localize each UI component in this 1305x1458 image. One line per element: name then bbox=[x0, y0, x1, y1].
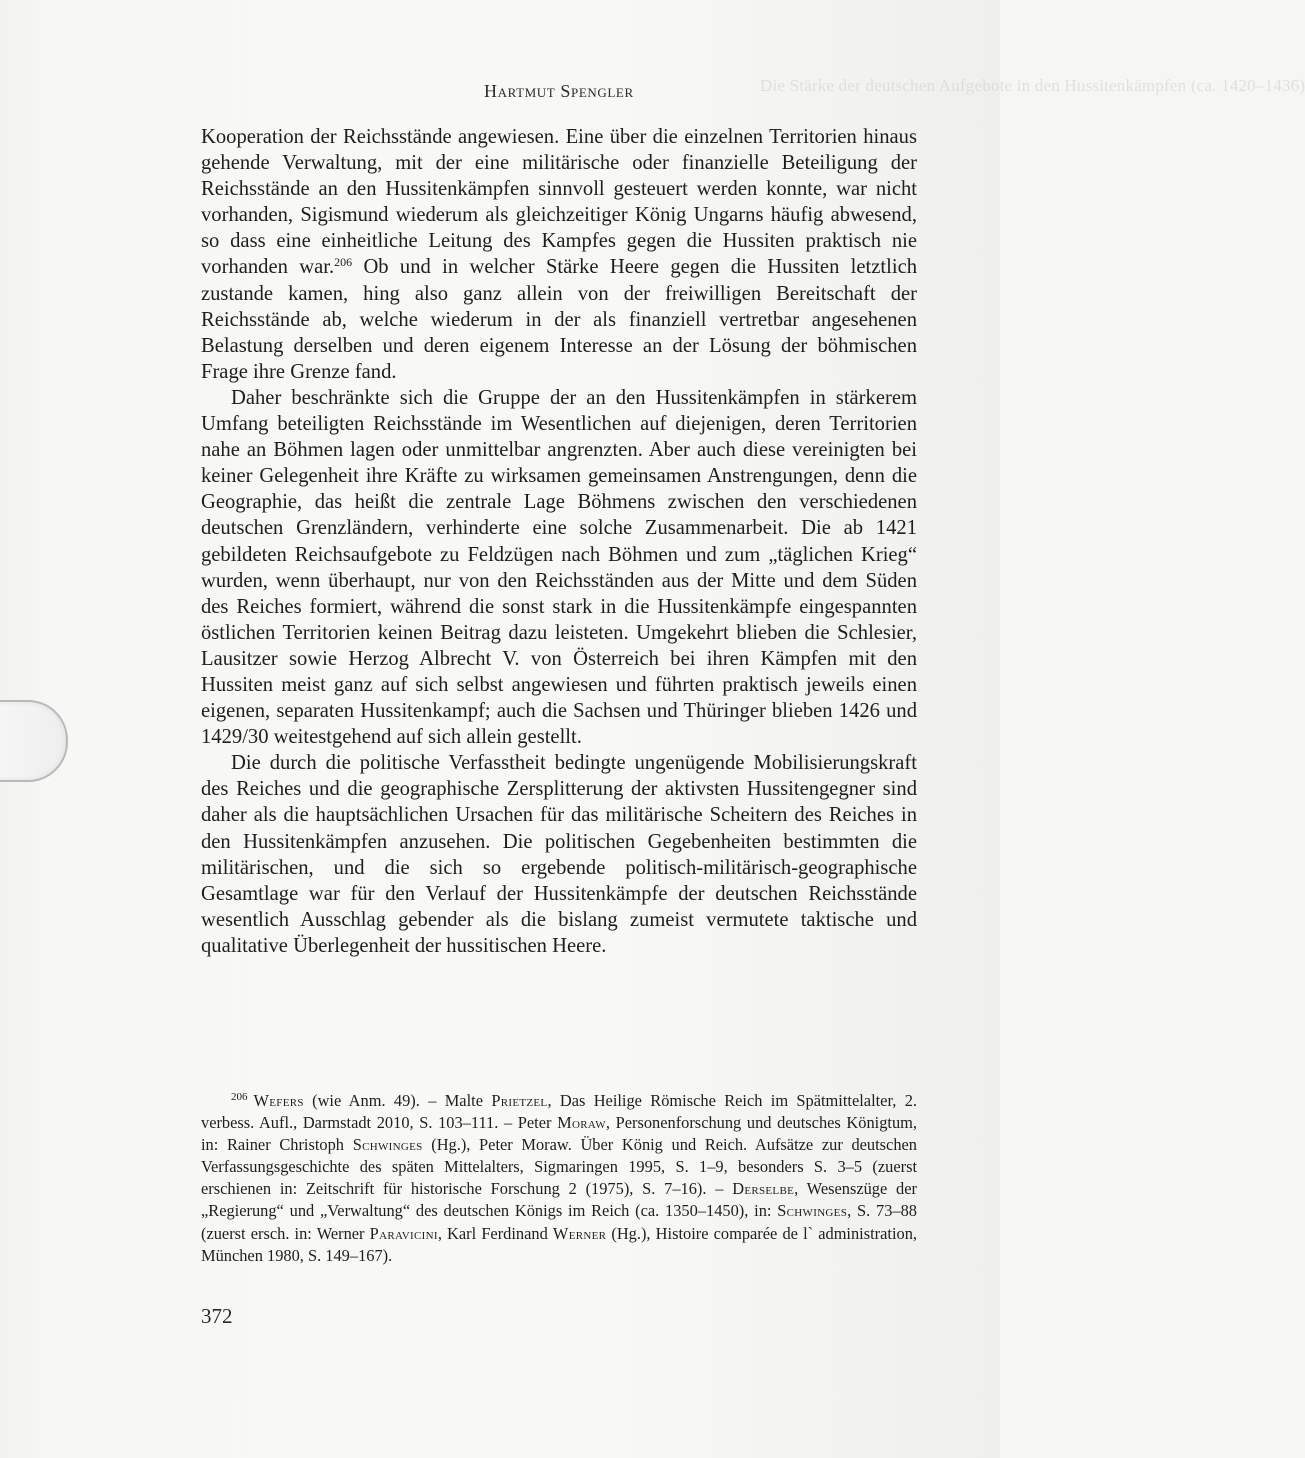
text-segment: , Das Heilige Römische Reich im Spätmittelalter, 2. verbess. Aufl., Darmstadt 2010, S. 103–111. – Peter bbox=[201, 1091, 917, 1133]
text-segment: , Wesenszüge der „Regierung“ und „Verwaltung“ des deutschen Königs im Reich (ca. 1350–1450), in: bbox=[201, 1179, 917, 1221]
paragraph-3: Die durch die politische Verfasstheit bedingte ungenügende Mobilisierungskraft des Reiches und die geographische Zersplitterung der aktivsten Hussitengegner sind daher als die hauptsächlichen Ursachen für das militärische Scheitern des Reiches in den Hussitenkämpfen anzusehen. Die politischen Gegebenheiten bestimmten die militärischen, und die sich so ergebende politisch-militärisch-geographische Gesamtlage war für den Verlauf der Hussitenkämpfe der deutschen Reichsstände wesentlich Ausschlag gebender als die bislang zumeist vermutete taktische und qualitative Überlegenheit der hussitischen Heere. bbox=[201, 752, 917, 957]
text-segment: (Hg.), Peter Moraw. Über König und Reich. Aufsätze zur deutschen Verfassungsgeschichte des späten Mittelalters, Sigmaringen 1995, S. 1–9, besonders S. 3–5 (zuerst erschienen in: Zeitschrift für historische Forschung 2 (1975), S. 7–16). – bbox=[201, 1135, 917, 1199]
footnote-reference: 206 bbox=[334, 255, 353, 270]
text-segment: (Hg.), Histoire comparée de l` administration, München 1980, S. 149–167). bbox=[201, 1223, 918, 1265]
text-segment: Ob und in welcher Stärke Heere gegen die Hussiten letztlich zustande kamen, hing also ganz allein von der freiwilligen Bereitschaft der Reichsstände ab, welche wiederum in der als finanziell vertretbar angesehenen Belastung derselben und deren eigenem Interesse an der Lösung der böhmischen Frage ihre Grenze fand. bbox=[201, 256, 918, 383]
text-segment: Kooperation der Reichsstände angewiesen. Eine über die einzelnen Territorien hinaus gehende Verwaltung, mit der eine militärische oder finanzielle Beteiligung der Reichsstände an den Hussitenkämpfen sinnvoll gesteuert werden konnte, war nicht vorhanden, Sigismund wiederum als gleichzeitiger König Ungarns häufig abwesend, so dass eine einheitliche Leitung des Kampfes gegen die Hussiten praktisch nie vorhanden war. bbox=[201, 126, 917, 279]
author-name: Paravicini bbox=[369, 1223, 438, 1243]
author-name: Derselbe bbox=[732, 1179, 795, 1199]
running-head: Hartmut Spengler bbox=[484, 81, 634, 101]
scanner-clip-mark bbox=[0, 700, 68, 782]
text-segment: , Personenforschung und deutsches Königtum, in: Rainer Christoph bbox=[201, 1113, 917, 1155]
text-segment: , Karl Ferdinand bbox=[437, 1223, 553, 1243]
footnote-number: 206 bbox=[231, 1091, 248, 1103]
text-segment: (wie Anm. 49). – Malte bbox=[303, 1091, 492, 1110]
footnotes bbox=[201, 1090, 917, 1267]
footnote-206 bbox=[201, 1090, 917, 1267]
main-text bbox=[201, 124, 917, 959]
page-number: 372 bbox=[201, 1304, 233, 1328]
text-segment: , S. 73–88 (zuerst ersch. in: Werner bbox=[201, 1201, 917, 1243]
author-name: Prietzel bbox=[491, 1091, 548, 1110]
paragraph-1 bbox=[201, 124, 917, 385]
author-name: Schwinges bbox=[777, 1201, 848, 1221]
author-name: Werner bbox=[552, 1223, 607, 1243]
bleed-through-text: Die Stärke der deutschen Aufgebote in den Hussitenkämpfen (ca. 1420–1436) bbox=[760, 76, 1305, 95]
author-name: Schwinges bbox=[352, 1135, 423, 1155]
paragraph-2: Daher beschränkte sich die Gruppe der an den Hussitenkämpfen in stärkerem Umfang beteiligten Reichsstände im Wesentlichen auf diejenigen, deren Territorien nahe an Böhmen lagen oder unmittelbar angrenzten. Aber auch diese vereinigten bei keiner Gelegenheit ihre Kräfte zu wirksamen gemeinsamen Anstrengungen, denn die Geographie, das heißt die zentrale Lage Böhmens zwischen den verschiedenen deutschen Grenzländern, verhinderte eine solche Zusammenarbeit. Die ab 1421 gebildeten Reichsaufgebote zu Feldzügen nach Böhmen und zum „täglichen Krieg“ wurden, wenn überhaupt, nur von den Reichsständen aus der Mitte und dem Süden des Reiches formiert, während die sonst stark in die Hussitenkämpfe eingespannten östlichen Territorien keinen Beitrag dazu leisteten. Umgekehrt blieben die Schlesier, Lausitzer sowie Herzog Albrecht V. von Österreich bei ihren Kämpfen mit den Hussiten meist ganz auf sich selbst angewiesen und führten praktisch jeweils einen eigenen, separaten Hussitenkampf; auch die Sachsen und Thüringer blieben 1426 und 1429/30 weitestgehend auf sich allein gestellt. bbox=[201, 386, 917, 749]
author-name: Moraw bbox=[557, 1113, 606, 1133]
author-name: Wefers bbox=[253, 1091, 304, 1110]
